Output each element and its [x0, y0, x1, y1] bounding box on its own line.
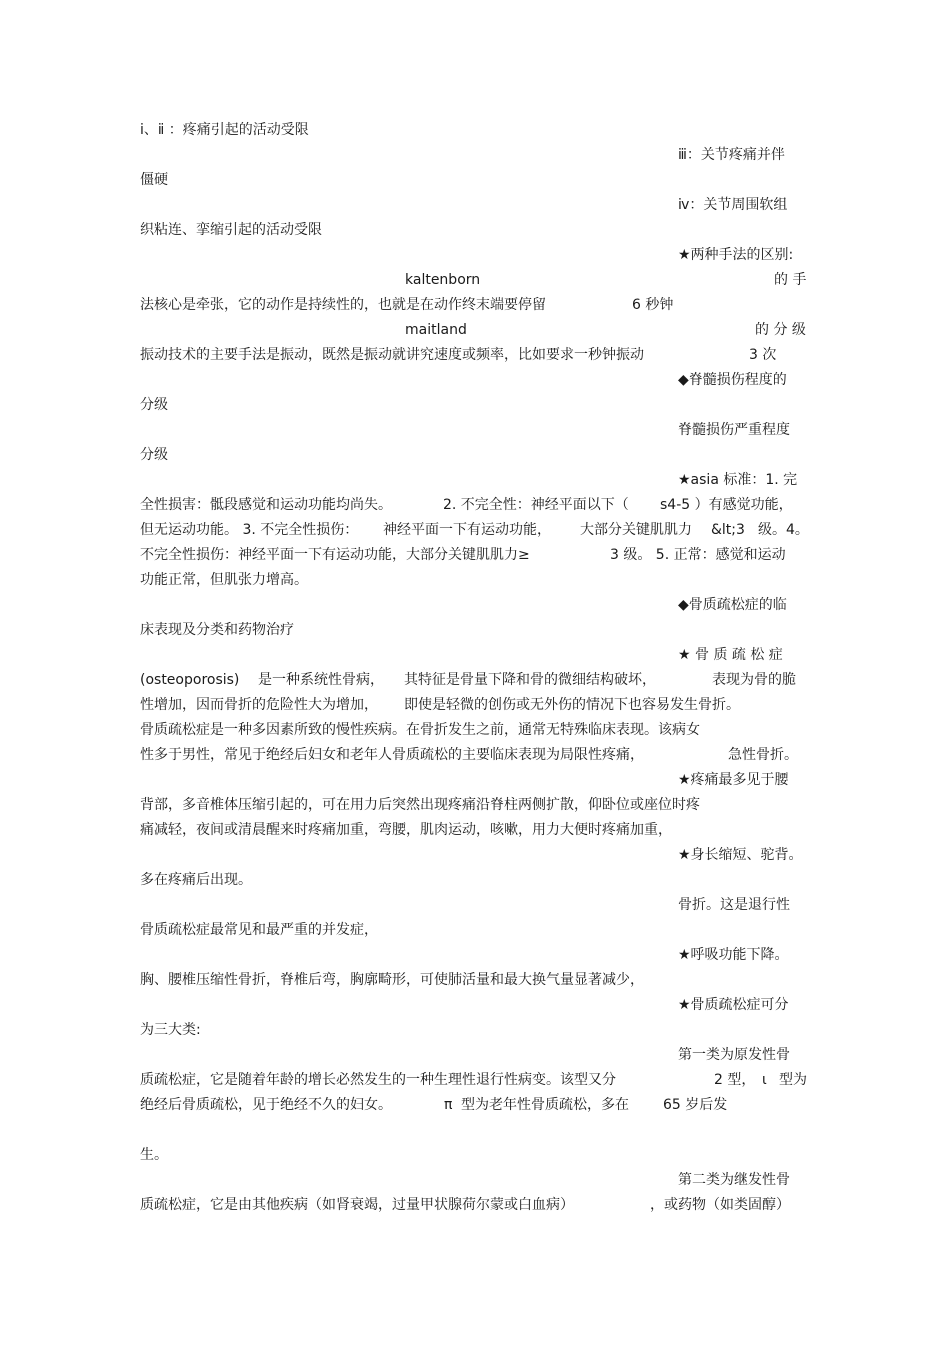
text-line: 分级 [140, 397, 168, 413]
text-line: 大部分关键肌肌力 [580, 522, 692, 538]
text-line: 骨质疏松症是一种多因素所致的慢性疾病。在骨折发生之前，通常无特殊临床表现。该病女 [140, 722, 700, 738]
text-line: 是一种系统性骨病， [258, 672, 384, 688]
text-line: 3 级。 5. 正常：感觉和运动 [610, 547, 786, 563]
text-line: 性增加，因而骨折的危险性大为增加， [140, 697, 378, 713]
text-line: 骨折。这是退行性 [678, 897, 790, 913]
text-line: 全性损害：骶段感觉和运动功能均尚失。 [140, 497, 392, 513]
text-line: 织粘连、挛缩引起的活动受限 [140, 222, 322, 238]
text-line: 3 次 [749, 347, 777, 363]
text-line: 床表现及分类和药物治疗 [140, 622, 294, 638]
text-line: ，或药物（如类固醇） [650, 1197, 790, 1213]
text-line: 第二类为继发性骨 [678, 1172, 790, 1188]
text-line: s4-5 ）有感觉功能， [660, 497, 793, 513]
text-line: 级。4。 [758, 522, 809, 538]
text-line: 胸、腰椎压缩性骨折，脊椎后弯，胸廓畸形，可使肺活量和最大换气量显著减少， [140, 972, 644, 988]
text-line: 脊髓损伤严重程度 [678, 422, 790, 438]
text-line: 神经平面一下有运动功能， [383, 522, 551, 538]
text-line: &lt;3 [711, 522, 745, 538]
text-line: 质疏松症，它是由其他疾病（如肾衰竭，过量甲状腺荷尔蒙或白血病） [140, 1197, 574, 1213]
text-line: 的 手 [774, 272, 807, 288]
text-line: 多在疼痛后出现。 [140, 872, 252, 888]
text-line: 骨质疏松症最常见和最严重的并发症， [140, 922, 378, 938]
text-line: 但无运动功能。 3. 不完全性损伤： [140, 522, 359, 538]
text-line: (osteoporosis) [140, 672, 240, 688]
text-line: ★疼痛最多见于腰 [678, 772, 789, 788]
text-line: 6 秒钟 [632, 297, 674, 313]
text-line: 为三大类: [140, 1022, 201, 1038]
text-line: ⅰ、ⅱ ：疼痛引起的活动受限 [140, 122, 309, 138]
text-line: 背部，多音椎体压缩引起的，可在用力后突然出现疼痛沿脊柱两侧扩散，仰卧位或座位时疼 [140, 797, 700, 813]
text-line: 第一类为原发性骨 [678, 1047, 790, 1063]
text-line: 型为老年性骨质疏松，多在 [461, 1097, 629, 1113]
text-line: 分级 [140, 447, 168, 463]
text-line: ★ 骨 质 疏 松 症 [678, 647, 783, 663]
text-line: 急性骨折。 [728, 747, 798, 763]
text-line: ⅲ：关节疼痛并伴 [678, 147, 785, 163]
text-line: 的 分 级 [755, 322, 806, 338]
text-line: 生。 [140, 1147, 168, 1163]
text-line: ◆骨质疏松症的临 [678, 597, 787, 613]
text-line: ★身长缩短、驼背。 [678, 847, 803, 863]
text-line: 僵硬 [140, 172, 168, 188]
text-line: 性多于男性，常见于绝经后妇女和老年人骨质疏松的主要临床表现为局限性疼痛， [140, 747, 644, 763]
text-line: 质疏松症，它是随着年龄的增长必然发生的一种生理性退行性病变。该型又分 [140, 1072, 616, 1088]
text-line: 绝经后骨质疏松，见于绝经不久的妇女。 [140, 1097, 392, 1113]
text-line: ★骨质疏松症可分 [678, 997, 789, 1013]
text-line: 法核心是牵张，它的动作是持续性的，也就是在动作终末端要停留 [140, 297, 546, 313]
text-line: 功能正常，但肌张力增高。 [140, 572, 308, 588]
text-line: 2. 不完全性：神经平面以下（ [443, 497, 629, 513]
text-line: 2 型， [714, 1072, 756, 1088]
text-line: 型为 [779, 1072, 807, 1088]
text-line: ι [762, 1072, 767, 1088]
text-line: ◆脊髓损伤程度的 [678, 372, 787, 388]
text-line: ⅳ：关节周围软组 [678, 197, 788, 213]
text-line: π [444, 1097, 453, 1113]
text-line: 痛减轻，夜间或清晨醒来时疼痛加重，弯腰，肌肉运动，咳嗽，用力大便时疼痛加重， [140, 822, 672, 838]
text-line: 不完全性损伤：神经平面一下有运动功能，大部分关键肌肌力≥ [140, 547, 530, 563]
text-line: ★两种手法的区别: [678, 247, 794, 263]
text-line: ★asia 标准：1. 完 [678, 472, 798, 488]
text-line: kaltenborn [405, 272, 481, 288]
text-line: 即使是轻微的创伤或无外伤的情况下也容易发生骨折。 [404, 697, 740, 713]
text-line: 表现为骨的脆 [712, 672, 796, 688]
text-line: 振动技术的主要手法是振动，既然是振动就讲究速度或频率，比如要求一秒钟振动 [140, 347, 644, 363]
text-line: maitland [405, 322, 467, 338]
text-line: 65 岁后发 [663, 1097, 728, 1113]
text-line: 其特征是骨量下降和骨的微细结构破坏， [404, 672, 656, 688]
text-line: ★呼吸功能下降。 [678, 947, 789, 963]
